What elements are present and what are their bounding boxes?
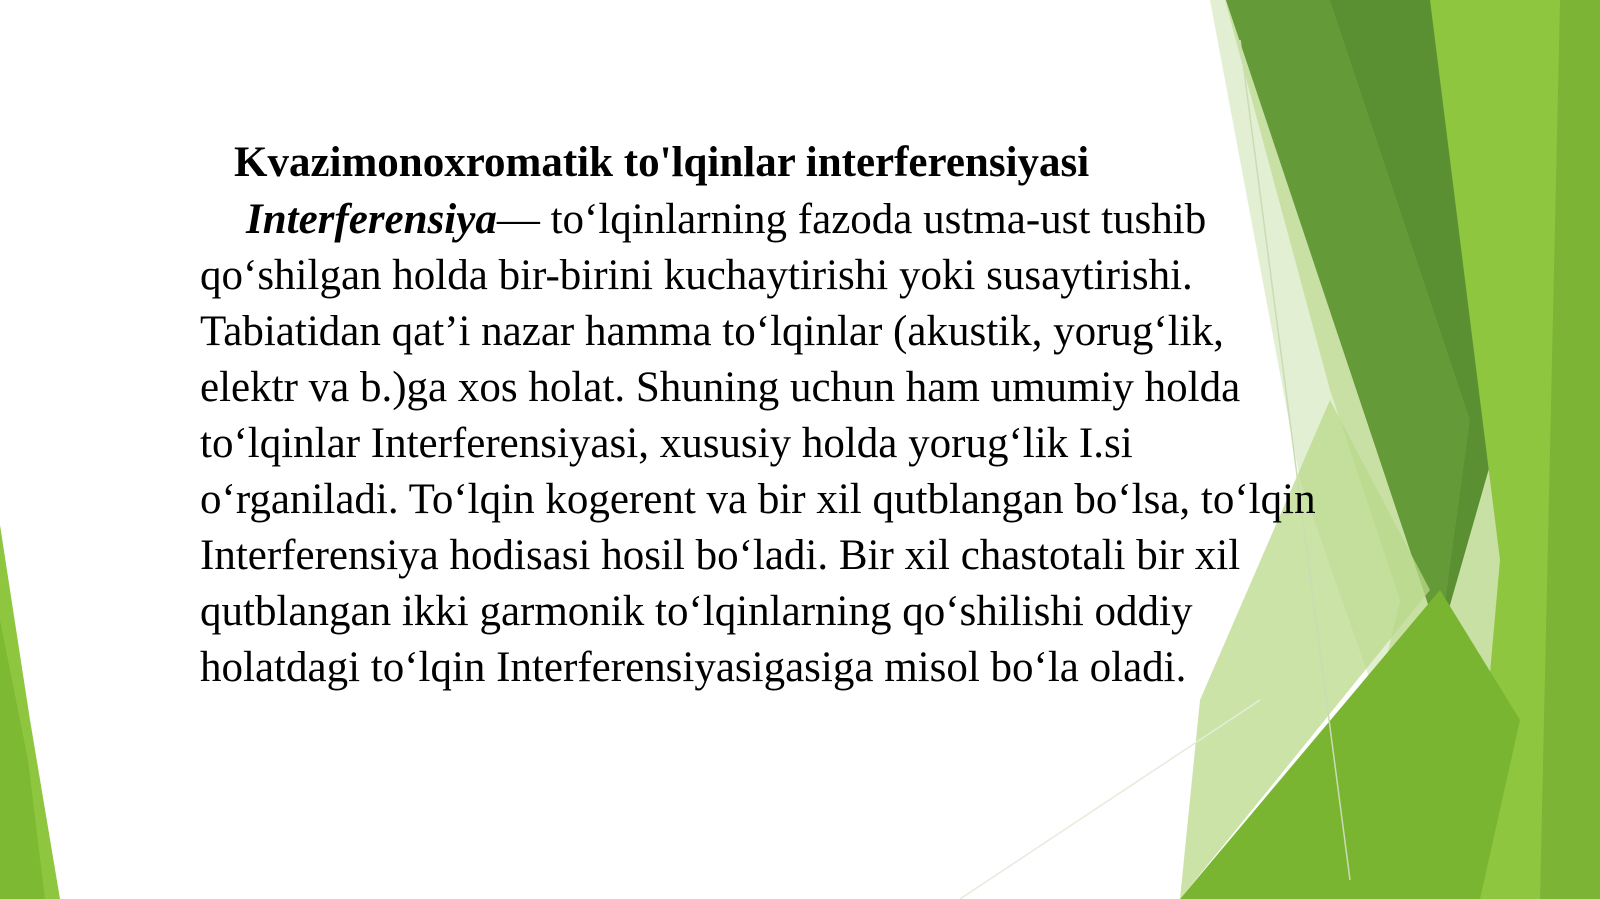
slide-content [200,134,1320,696]
left-green-shade [0,620,45,899]
definition-term: Interferensiya [246,196,497,243]
definition-paragraph [200,192,1320,696]
definition-text: — to‘lqinlarning fazoda ustma-ust tushib qo‘shilgan holda bir-birini kuchaytirishi yoki susaytirishi. Tabiatidan qat’i nazar hamma to‘lqinlar (akustik, yorug‘lik, elektr va b.)ga xos holat. Shuning uchun ham umumiy holda to‘lqinlar Interferensiyasi, xususiy holda yorug‘lik I.si o‘rganiladi. To‘lqin kogerent va bir xil qutblangan bo‘lsa, to‘lqin Interferensiya hodisasi hosil bo‘ladi. Bir xil chastotali bir xil qutblangan ikki garmonik to‘lqinlarning qo‘shilishi oddiy holatdagi to‘lqin Interferensiyasigasiga misol bo‘la oladi. [200,196,1316,691]
slide-title: Kvazimonoxromatik to'lqinlar interferensiyasi [234,139,1090,186]
